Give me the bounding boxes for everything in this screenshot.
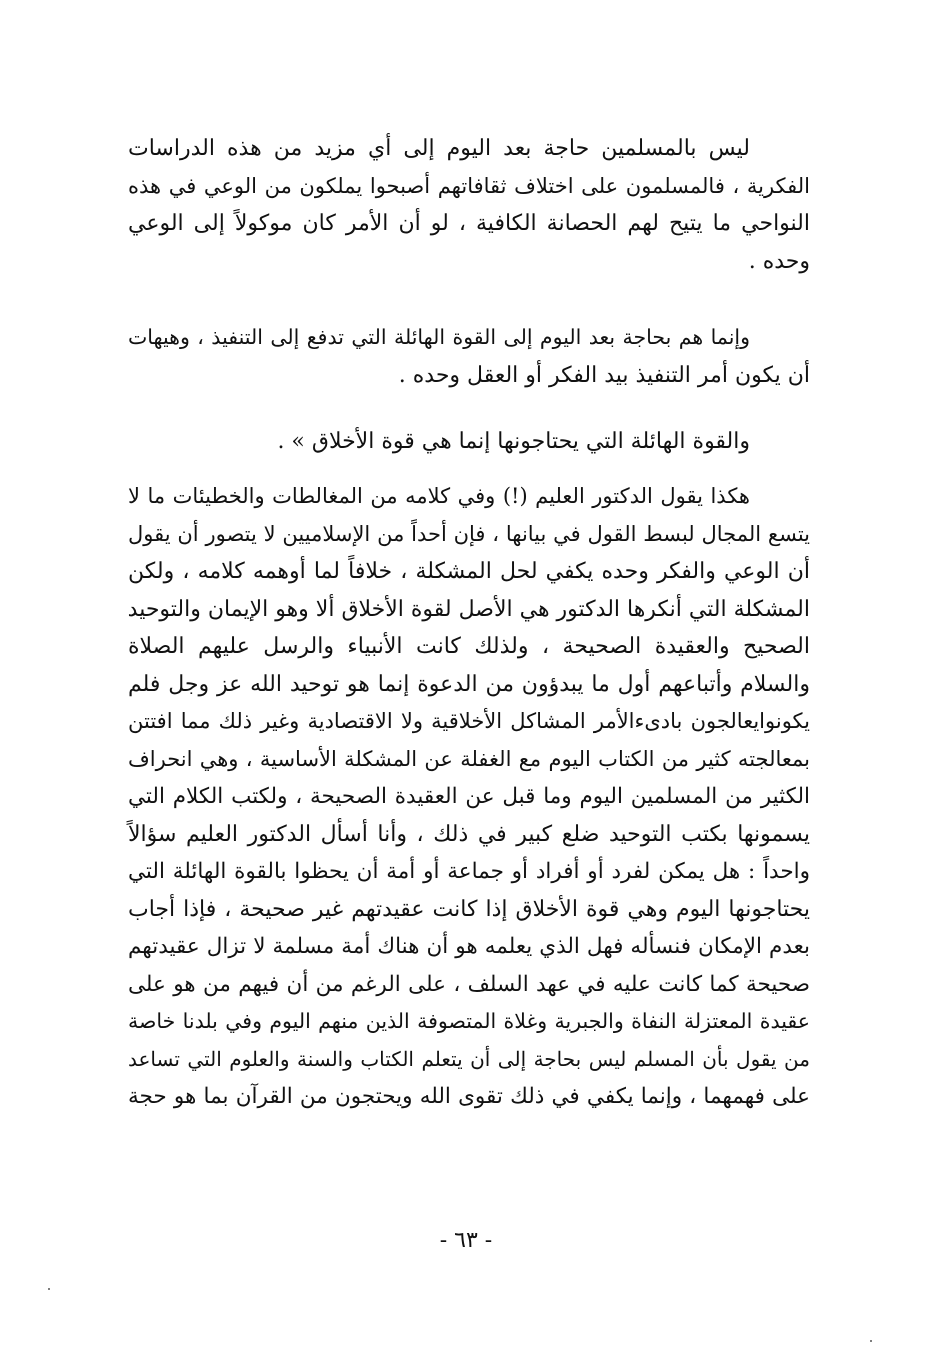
- text-line: على فهمهما ، وإنما يكفي في ذلك تقوى الله ويحتجون من القرآن بما هو حجة: [128, 1084, 810, 1109]
- text-line: واحداً : هل يمكن لفرد أو أفراد أو جماعة أو أمة أن يحظوا بالقوة الهائلة التي: [128, 859, 810, 884]
- paragraph-4: [128, 478, 810, 1116]
- text-line: أن يكون أمر التنفيذ بيد الفكر أو العقل وحده .: [398, 362, 810, 388]
- text-line: وحده .: [748, 248, 810, 274]
- text-line: المشكلة التي أنكرها الدكتور هي الأصل لقوة الأخلاق ألا وهو الإيمان والتوحيد: [127, 596, 810, 622]
- scan-speck: [48, 1288, 50, 1290]
- text-line: بعدم الإمكان فنسأله فهل الذي يعلمه هو أن هناك أمة مسلمة لا تزال عقيدتهم: [128, 934, 810, 959]
- text-line: وإنما هم بحاجة بعد اليوم إلى القوة الهائلة التي تدفع إلى التنفيذ ، وهيهات: [128, 325, 750, 349]
- text-line: من يقول بأن المسلم ليس بحاجة إلى أن يتعلم الكتاب والسنة والعلوم التي تساعد: [128, 1046, 810, 1071]
- text-line: والسلام وأتباعهم أول ما يبدؤون من الدعوة إنما هو توحيد الله عز وجل فلم: [128, 671, 810, 697]
- text-line: الفكرية ، فالمسلمون على اختلاف ثقافاتهم أصبحوا يملكون من الوعي في هذه: [128, 173, 810, 198]
- text-line: والقوة الهائلة التي يحتاجونها إنما هي قوة الأخلاق » .: [277, 429, 750, 454]
- text-line: يسمونها بكتب التوحيد ضلع كبير في ذلك ، وأنا أسأل الدكتور العليم سؤالاً: [128, 821, 810, 847]
- text-line: الكثير من المسلمين اليوم وما قبل عن العقيدة الصحيحة ، ولكتب الكلام التي: [128, 784, 810, 809]
- text-line: يكونوايعالجون بادىءالأمر المشاكل الأخلاقية ولا الاقتصادية وغير ذلك مما افتتن: [128, 709, 810, 733]
- paragraph-1: [128, 130, 810, 280]
- text-line: بمعالجته كثير من الكتاب اليوم مع الغفلة عن المشكلة الأساسية ، وهي انحراف: [128, 746, 810, 771]
- page-number: - ٦٣ -: [439, 1228, 493, 1253]
- paragraph-2: [128, 319, 810, 394]
- scan-speck: [870, 1340, 872, 1342]
- text-line: النواحي ما يتيح لهم الحصانة الكافية ، لو أن الأمر كان موكولاً إلى الوعي: [128, 211, 810, 236]
- text-line: صحيحة كما كانت عليه في عهد السلف ، على الرغم من أن فيهم من هو على: [128, 971, 810, 997]
- text-line: عقيدة المعتزلة النفاة والجبرية وغلاة المتصوفة الذين منهم اليوم وفي بلدنا خاصة: [128, 1009, 810, 1033]
- text-line: ليس بالمسلمين حاجة بعد اليوم إلى أي مزيد من هذه الدراسات: [128, 136, 750, 161]
- text-line: يتسع المجال لبسط القول في بيانها ، فإن أحداً من الإسلاميين لا يتصور أن يقول: [128, 521, 810, 546]
- text-line: يحتاجونها اليوم وهي قوة الأخلاق إذا كانت عقيدتهم غير صحيحة ، فإذا أجاب: [128, 896, 810, 922]
- paragraph-3: [128, 423, 810, 461]
- text-line: أن الوعي والفكر وحده يكفي لحل المشكلة ، خلافاً لما أوهمه كلامه ، ولكن: [128, 559, 810, 584]
- text-line: هكذا يقول الدكتور العليم (!) وفي كلامه من المغالطات والخطيئات ما لا: [128, 484, 750, 508]
- text-line: الصحيح والعقيدة الصحيحة ، ولذلك كانت الأنبياء والرسل عليهم الصلاة: [128, 634, 810, 659]
